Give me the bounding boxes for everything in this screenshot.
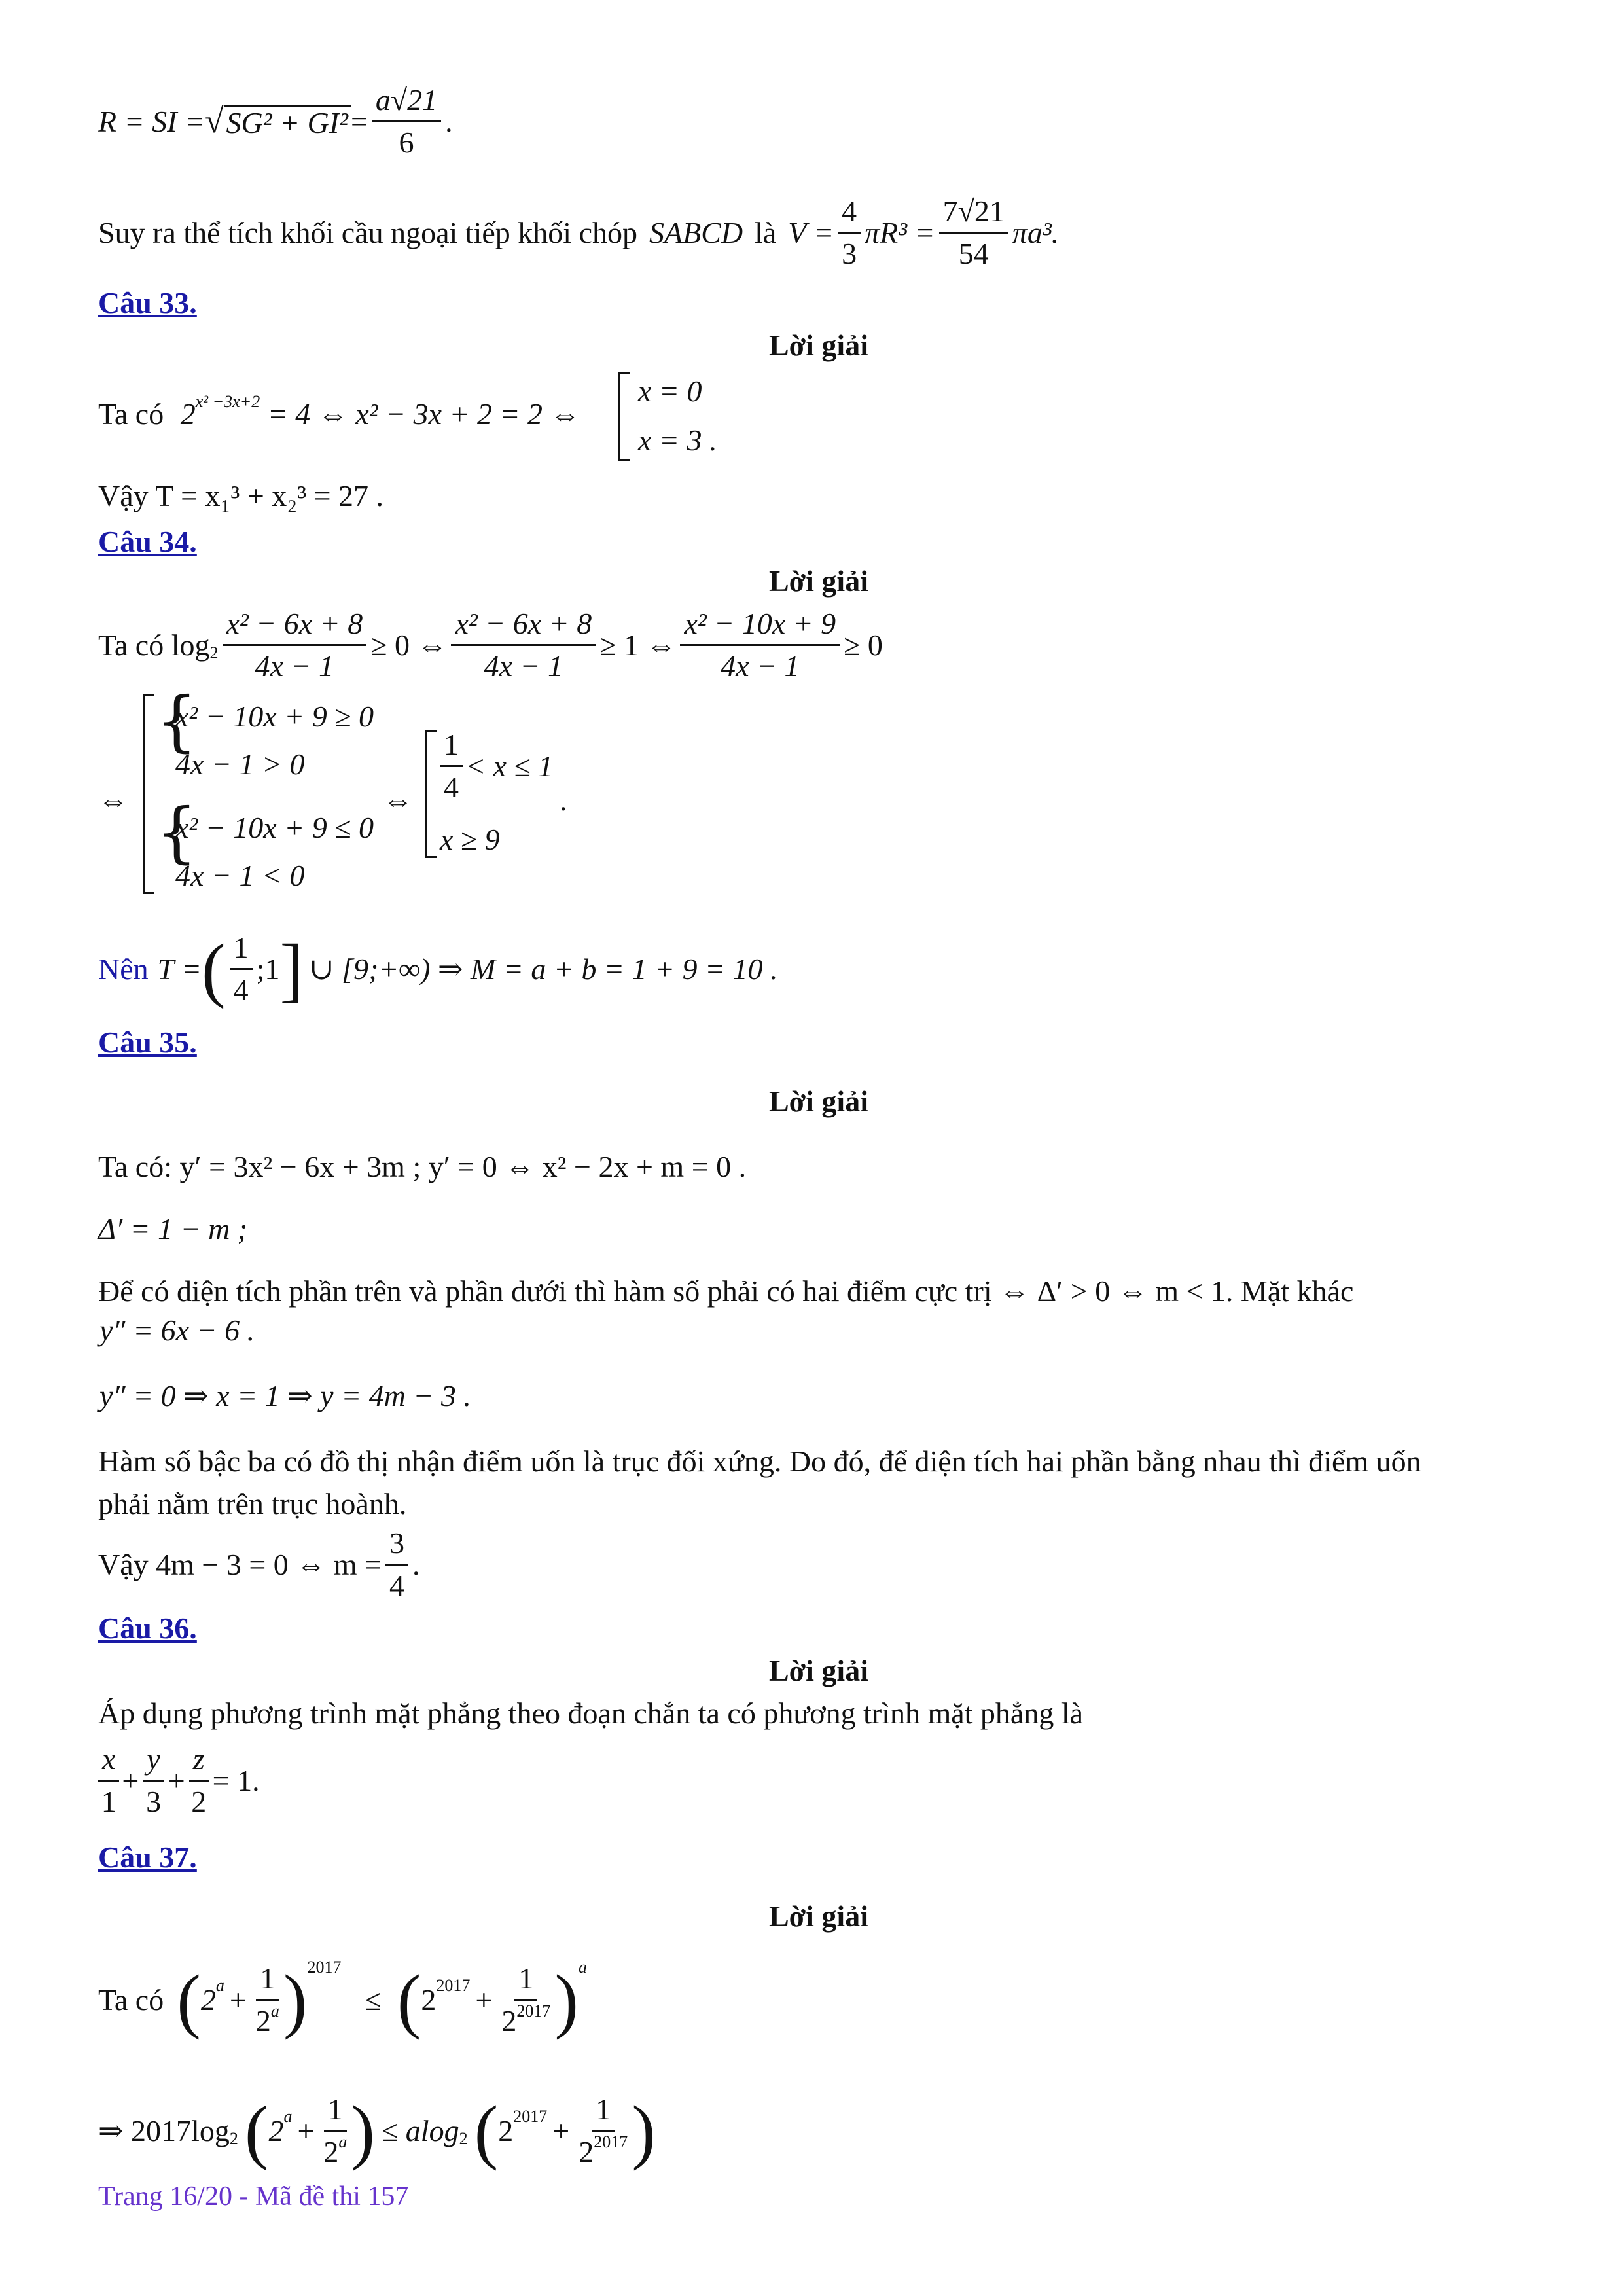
q37-line1 [98, 1957, 587, 2040]
q34-frac2-den: 4x − 1 [484, 649, 563, 683]
plus-2: + [168, 1763, 185, 1797]
q37-l2-frac2-base: 2 [579, 2135, 594, 2168]
radius-sqrt: SG² + GI² [224, 105, 351, 138]
q37-frac2-pow: 2017 [516, 2001, 551, 2020]
radius-num: a√21 [372, 85, 441, 122]
q34-nen-frac [230, 933, 253, 1005]
q37-l2-two-1: 2 [268, 2113, 284, 2147]
q37-l2-prefix: ⇒ 2017log [98, 2113, 230, 2147]
q33-base: 2 [180, 397, 196, 431]
q33-period: . [709, 423, 717, 457]
q37-l2-mid: ≤ alog [382, 2113, 459, 2147]
q37-pow-2017-1: 2017 [436, 1975, 471, 1995]
volume-frac1-num: 4 [838, 196, 861, 234]
q33-heading: Câu 33. [98, 286, 197, 319]
q37-l2-pow-a: a [283, 2106, 293, 2126]
q33-solution-label: Lời giải [769, 329, 868, 362]
q37-lparen-2: ( [397, 1960, 421, 2040]
q34-nen-num: 1 [230, 933, 253, 970]
q37-line2 [98, 2090, 656, 2171]
plus-1: + [122, 1763, 139, 1797]
q33-bracket [618, 372, 630, 461]
q34-brace-b: { [156, 794, 198, 870]
q34-res1-frac [440, 730, 463, 802]
q35-line5a: Hàm số bậc ba có đồ thị nhận điểm uốn là trục đối xứng. Do đó, để diện tích hai phần bằng nhau thì điểm uốn [98, 1444, 1421, 1478]
volume-line [98, 196, 1059, 269]
q34-sys-a2: 4x − 1 > 0 [175, 747, 305, 781]
q36-fz-num: z [189, 1744, 209, 1782]
q36-line1: Áp dụng phương trình mặt phẳng theo đoạn chắn ta có phương trình mặt phẳng là [98, 1696, 1084, 1730]
q37-l2-plus-1: + [297, 2113, 315, 2147]
q35-l6-den: 4 [389, 1569, 405, 1602]
q36-fz-den: 2 [191, 1785, 207, 1818]
q37-frac2-base: 2 [501, 2004, 517, 2037]
q34-solution-label: Lời giải [769, 564, 868, 598]
q33-rest: = 4 ⇔ x² − 3x + 2 = 2 ⇔ [267, 397, 580, 431]
suy-ra-text: Suy ra thể tích khối cầu ngoại tiếp khối chóp [98, 215, 637, 249]
q37-plus-2: + [475, 1982, 493, 2017]
volume-frac2-den: 54 [958, 237, 989, 270]
q35-heading: Câu 35. [98, 1026, 197, 1059]
q37-l2-rparen-1: ) [351, 2090, 376, 2171]
suy-ra-la: là [755, 215, 777, 249]
q35-line4: y″ = 0 ⇒ x = 1 ⇒ y = 4m − 3 . [99, 1379, 471, 1412]
q35-solution-label: Lời giải [769, 1085, 868, 1118]
q34-nen-mid: ;1 [256, 952, 280, 986]
q37-l2-rparen-2: ) [632, 2090, 656, 2171]
q37-l2-frac1-base: 2 [323, 2135, 339, 2168]
q37-l2-lparen-1: ( [244, 2090, 269, 2171]
radius-den: 6 [399, 126, 414, 159]
q36-fx-den: 1 [101, 1785, 116, 1818]
q37-plus-1: + [229, 1982, 247, 2017]
q37-solution-label: Lời giải [769, 1899, 868, 1933]
q34-sys-b1: x² − 10x + 9 ≤ 0 [175, 811, 374, 844]
volume-mid: πR³ = [865, 215, 935, 249]
q34-res1-den: 4 [444, 770, 459, 804]
q34-res1-num: 1 [440, 730, 463, 767]
q34-frac1-num: x² − 6x + 8 [223, 609, 367, 646]
q37-l2-two-2: 2 [498, 2113, 514, 2147]
q34-iff-1: ⇔ [98, 783, 128, 817]
q37-l2-frac2-num: 1 [592, 2094, 615, 2132]
q35-line1: Ta có: y′ = 3x² − 6x + 3m ; y′ = 0 ⇔ x² − 2x + m = 0 . [98, 1150, 747, 1183]
q34-heading: Câu 34. [98, 525, 197, 558]
q37-l2-frac2-den [579, 2132, 628, 2167]
volume-frac2 [939, 196, 1008, 269]
q35-l6-num: 3 [385, 1528, 408, 1566]
q36-frac-y [143, 1744, 164, 1817]
q37-prefix: Ta có [98, 1982, 164, 2017]
q37-l2-base1: 2 [229, 2128, 238, 2148]
q36-fx-num: x [98, 1744, 119, 1782]
q34-frac1-den: 4x − 1 [255, 649, 334, 683]
q34-result-bracket [425, 730, 437, 858]
q34-close-bracket: ] [279, 929, 304, 1009]
q34-result2: x ≥ 9 [440, 823, 500, 856]
q34-sys-a1: x² − 10x + 9 ≥ 0 [175, 700, 374, 733]
q34-nen-den: 4 [233, 973, 249, 1007]
q37-frac-2 [501, 1964, 550, 2036]
q33-line1 [98, 392, 580, 431]
q34-log-base: 2 [209, 643, 219, 662]
q34-frac3-den: 4x − 1 [721, 649, 800, 683]
q34-sys-b2: 4x − 1 < 0 [175, 859, 305, 892]
q37-l2-pow-2017: 2017 [513, 2106, 548, 2126]
q35-line2: Δ′ = 1 − m ; [98, 1212, 248, 1246]
q34-brace-a: { [156, 683, 198, 759]
q35-l6-tail: . [412, 1547, 420, 1581]
q37-pow-a-1: a [215, 1975, 224, 1995]
q37-l2-frac2-pow: 2017 [594, 2132, 628, 2151]
q37-rparen-1: ) [283, 1960, 308, 2040]
q37-l2-frac1-den [323, 2132, 347, 2167]
q34-rel2: ≥ 1 ⇔ [599, 628, 677, 662]
q37-frac2-num: 1 [514, 1964, 537, 2001]
q34-open-paren: ( [201, 929, 226, 1009]
q35-line6 [98, 1528, 420, 1601]
q34-result1 [440, 730, 553, 802]
q34-nen-rest: ∪ [9;+∞) ⇒ M = a + b = 1 + 9 = 10 . [309, 952, 778, 986]
suy-ra-obj: SABCD [649, 215, 743, 249]
q37-l2-frac1-num: 1 [324, 2094, 347, 2132]
q33-case2: x = 3 [638, 423, 702, 457]
q34-rel3: ≥ 0 [844, 628, 883, 662]
volume-lhs: V = [788, 215, 834, 249]
q37-l2-plus-2: + [552, 2113, 570, 2147]
q37-rel: ≤ [365, 1982, 382, 2017]
q37-two-1: 2 [200, 1982, 216, 2017]
q37-heading: Câu 37. [98, 1840, 197, 1874]
q37-frac2-den [501, 2001, 550, 2036]
sqrt-sign: √ [205, 102, 224, 140]
q34-frac2-num: x² − 6x + 8 [451, 609, 596, 646]
volume-tail: πa³. [1012, 215, 1060, 249]
period: . [445, 104, 453, 138]
q34-prefix: Ta có log [98, 628, 210, 662]
q36-frac-x [98, 1744, 119, 1817]
q35-l6-frac [385, 1528, 408, 1601]
q34-nen-t: T = [157, 952, 202, 986]
radius-formula [98, 85, 453, 158]
q36-tail: = 1. [212, 1763, 260, 1797]
q37-rparen-2: ) [554, 1960, 579, 2040]
q37-frac-1 [256, 1964, 279, 2036]
q37-l2-base2: 2 [459, 2128, 468, 2148]
q36-fy-den: 3 [146, 1785, 162, 1818]
volume-frac2-num: 7√21 [939, 196, 1008, 234]
q36-heading: Câu 36. [98, 1611, 197, 1645]
q34-rel1: ≥ 0 ⇔ [370, 628, 448, 662]
radius-eq: = [350, 104, 368, 138]
q35-line3a: Để có diện tích phần trên và phần dưới thì hàm số phải có hai điểm cực trị ⇔ Δ′ > 0 ⇔ m < 1. Mặt khác [98, 1274, 1354, 1308]
q34-line1 [98, 609, 883, 681]
volume-frac1 [838, 196, 861, 269]
q35-line5b: phải nằm trên trục hoành. [98, 1487, 407, 1520]
q37-frac1-den [256, 2001, 279, 2036]
q34-period: . [560, 783, 567, 817]
q36-plane-equation [98, 1744, 260, 1817]
q37-l2-frac-2 [579, 2094, 628, 2167]
volume-frac1-den: 3 [842, 237, 857, 270]
q37-exp-b: a [578, 1957, 587, 1977]
q34-iff-2: ⇔ [383, 783, 413, 817]
q34-outer-bracket [143, 694, 154, 894]
q37-frac1-num: 1 [256, 1964, 279, 2001]
q34-frac3 [680, 609, 840, 681]
q37-two-2: 2 [421, 1982, 437, 2017]
q37-l2-frac1-pow: a [338, 2132, 348, 2151]
q35-l6-prefix: Vậy 4m − 3 = 0 ⇔ m = [98, 1547, 382, 1581]
q34-nen-label: Nên [98, 952, 149, 986]
q36-frac-z [189, 1744, 209, 1817]
page-footer: Trang 16/20 - Mã đề thi 157 [98, 2181, 409, 2212]
q34-frac2 [451, 609, 596, 681]
radius-fraction [372, 85, 441, 158]
q36-fy-num: y [143, 1744, 164, 1782]
q37-lparen-1: ( [177, 1960, 201, 2040]
q34-res1-tail: < x ≤ 1 [465, 749, 554, 783]
radius-lhs: R = SI = [98, 104, 205, 138]
q37-l2-frac-1 [323, 2094, 347, 2167]
q37-l2-lparen-2: ( [474, 2090, 499, 2171]
q33-exp: x² −3x+2 [195, 392, 260, 411]
q34-conclusion [98, 929, 778, 1009]
q37-frac1-base: 2 [255, 2004, 271, 2037]
q36-solution-label: Lời giải [769, 1654, 868, 1687]
q35-line3b: y″ = 6x − 6 . [99, 1314, 255, 1347]
q34-frac3-num: x² − 10x + 9 [680, 609, 840, 646]
q37-exp-a: 2017 [307, 1957, 342, 1977]
q33-case1: x = 0 [638, 374, 702, 408]
q33-line2: Vậy T = x₁³ + x₂³ = 27 . [98, 479, 384, 512]
q34-frac1 [223, 609, 367, 681]
q33-prefix: Ta có [98, 397, 164, 431]
q37-frac1-pow: a [270, 2001, 279, 2020]
